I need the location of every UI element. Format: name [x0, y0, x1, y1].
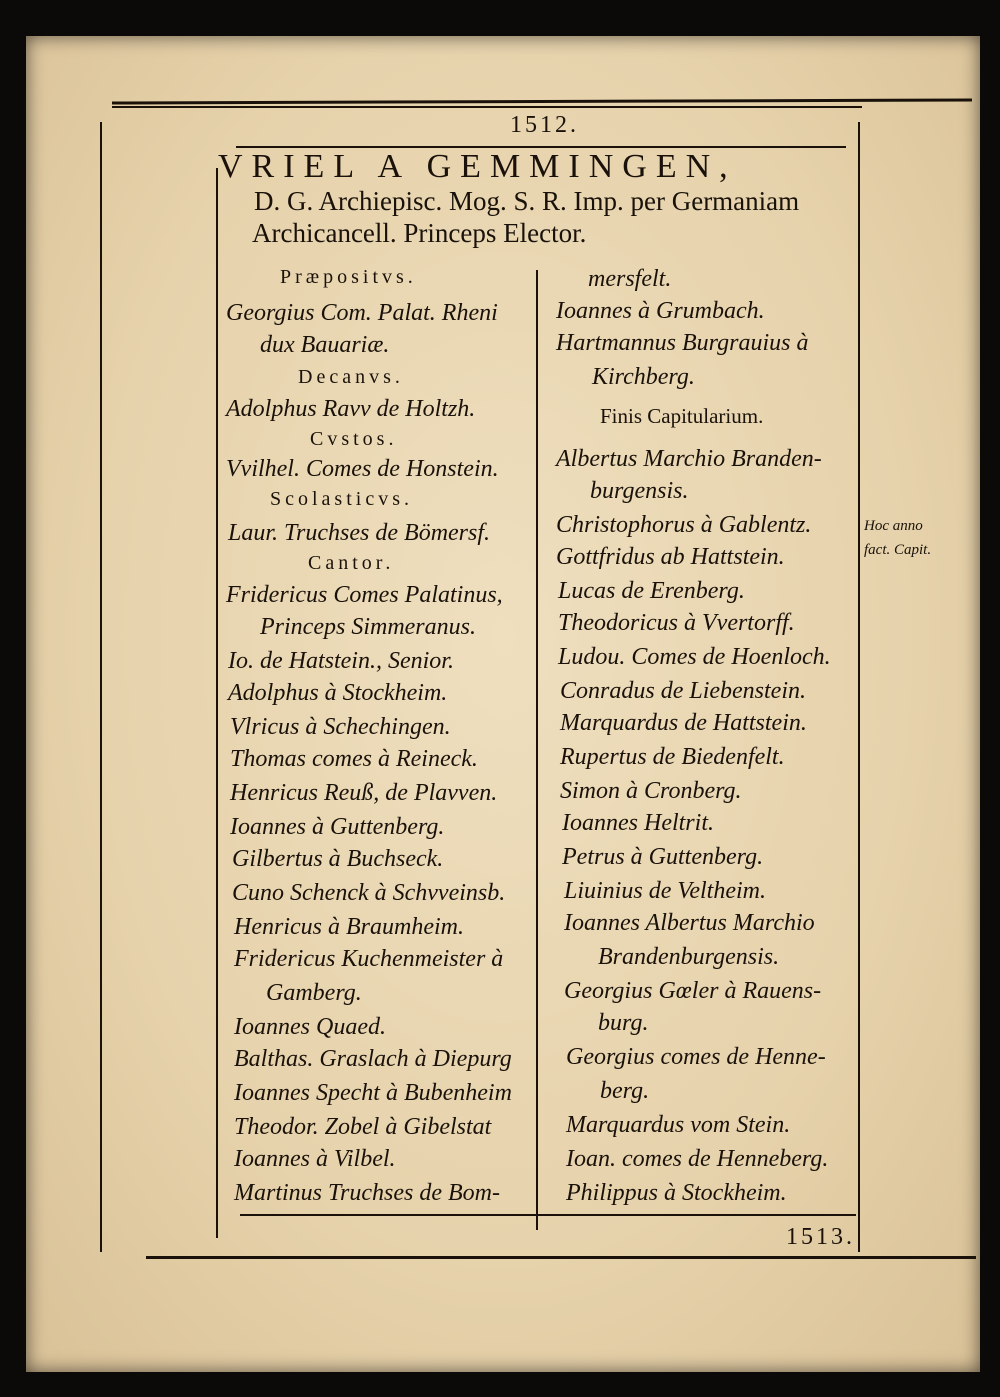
list-item: mersfelt. — [588, 266, 672, 292]
book-page — [26, 36, 980, 1372]
list-item: Albertus Marchio Branden- — [556, 446, 822, 472]
list-item: Henricus Reuß, de Plavven. — [230, 780, 498, 806]
footer-rule — [146, 1256, 976, 1259]
list-heading: Cantor. — [308, 552, 395, 574]
header-rule — [112, 106, 862, 108]
page-number-top: 1512. — [510, 112, 579, 138]
list-item: Kirchberg. — [592, 364, 695, 390]
list-item: Ioannes à Guttenberg. — [230, 814, 445, 840]
list-item: Fridericus Comes Palatinus, — [226, 582, 503, 608]
list-item: Georgius Gœler à Rauens- — [564, 978, 822, 1004]
list-item: dux Bauariæ. — [260, 332, 390, 358]
list-heading: Decanvs. — [298, 366, 404, 388]
list-item: Laur. Truchses de Bömersf. — [228, 520, 491, 546]
list-item: Ioannes Specht à Bubenheim — [234, 1080, 512, 1106]
list-item: Georgius comes de Henne- — [566, 1044, 826, 1070]
list-item: Conradus de Liebenstein. — [560, 678, 806, 704]
top-rule — [112, 98, 972, 104]
list-item: Vlricus à Schechingen. — [230, 714, 451, 740]
right-frame-rule — [858, 122, 860, 1252]
list-item: Gilbertus à Buchseck. — [232, 846, 444, 872]
list-item: Martinus Truchses de Bom- — [234, 1180, 500, 1206]
list-item: Gottfridus ab Hattstein. — [556, 544, 785, 570]
list-item: Ioannes Heltrit. — [562, 810, 714, 836]
list-item: Ioan. comes de Henneberg. — [566, 1146, 829, 1172]
list-item: Adolphus à Stockheim. — [228, 680, 448, 706]
list-item: Ioannes à Vilbel. — [234, 1146, 396, 1172]
bottom-rule — [240, 1214, 856, 1216]
subtitle-line-1: D. G. Archiepisc. Mog. S. R. Imp. per Germaniam — [254, 186, 800, 216]
list-item: Brandenburgensis. — [598, 944, 780, 970]
list-note: Finis Capitularium. — [600, 404, 764, 428]
list-item: Petrus à Guttenberg. — [562, 844, 764, 870]
list-heading: Scolasticvs. — [270, 488, 413, 510]
list-item: Thomas comes à Reineck. — [230, 746, 478, 772]
list-item: Balthas. Graslach à Diepurg — [234, 1046, 512, 1072]
list-item: Rupertus de Biedenfelt. — [560, 744, 785, 770]
margin-note — [864, 514, 931, 562]
list-item: Gamberg. — [266, 980, 362, 1006]
list-item: Io. de Hatstein., Senior. — [228, 648, 454, 674]
list-item: Fridericus Kuchenmeister à — [234, 946, 504, 972]
list-item: Princeps Simmeranus. — [260, 614, 476, 640]
list-heading: Cvstos. — [310, 428, 398, 450]
subtitle-line-2: Archicancell. Princeps Elector. — [252, 218, 587, 248]
list-item: Ioannes Quaed. — [234, 1014, 386, 1040]
list-item: Philippus à Stockheim. — [566, 1180, 787, 1206]
list-item: Simon à Cronberg. — [560, 778, 742, 804]
list-item: burg. — [598, 1010, 649, 1036]
list-item: Vvilhel. Comes de Honstein. — [226, 456, 499, 482]
column-divider — [536, 270, 538, 1230]
list-item: Theodor. Zobel à Gibelstat — [234, 1114, 492, 1140]
list-item: Marquardus vom Stein. — [566, 1112, 791, 1138]
list-item: Liuinius de Veltheim. — [564, 878, 766, 904]
page-title: VRIEL A GEMMINGEN, — [218, 148, 737, 185]
left-inner-rule — [216, 168, 218, 1238]
list-item: Georgius Com. Palat. Rheni — [226, 300, 498, 326]
list-heading: Præpositvs. — [280, 266, 417, 288]
list-item: burgensis. — [590, 478, 689, 504]
list-item: berg. — [600, 1078, 650, 1104]
margin-note-line: Hoc anno — [864, 518, 923, 534]
list-item: Cuno Schenck à Schvveinsb. — [232, 880, 506, 906]
list-item: Lucas de Erenberg. — [558, 578, 745, 604]
list-item: Christophorus à Gablentz. — [556, 512, 812, 538]
list-item: Ludou. Comes de Hoenloch. — [558, 644, 831, 670]
page-number-bottom: 1513. — [786, 1224, 855, 1250]
left-frame-rule — [100, 122, 102, 1252]
list-item: Adolphus Ravv de Holtzh. — [226, 396, 476, 422]
list-item: Theodoricus à Vvertorff. — [558, 610, 795, 636]
list-item: Ioannes à Grumbach. — [556, 298, 765, 324]
list-item: Ioannes Albertus Marchio — [564, 910, 815, 936]
margin-note-line: fact. Capit. — [864, 542, 932, 558]
list-item: Hartmannus Burgrauius à — [556, 330, 809, 356]
list-item: Henricus à Braumheim. — [234, 914, 464, 940]
list-item: Marquardus de Hattstein. — [560, 710, 807, 736]
